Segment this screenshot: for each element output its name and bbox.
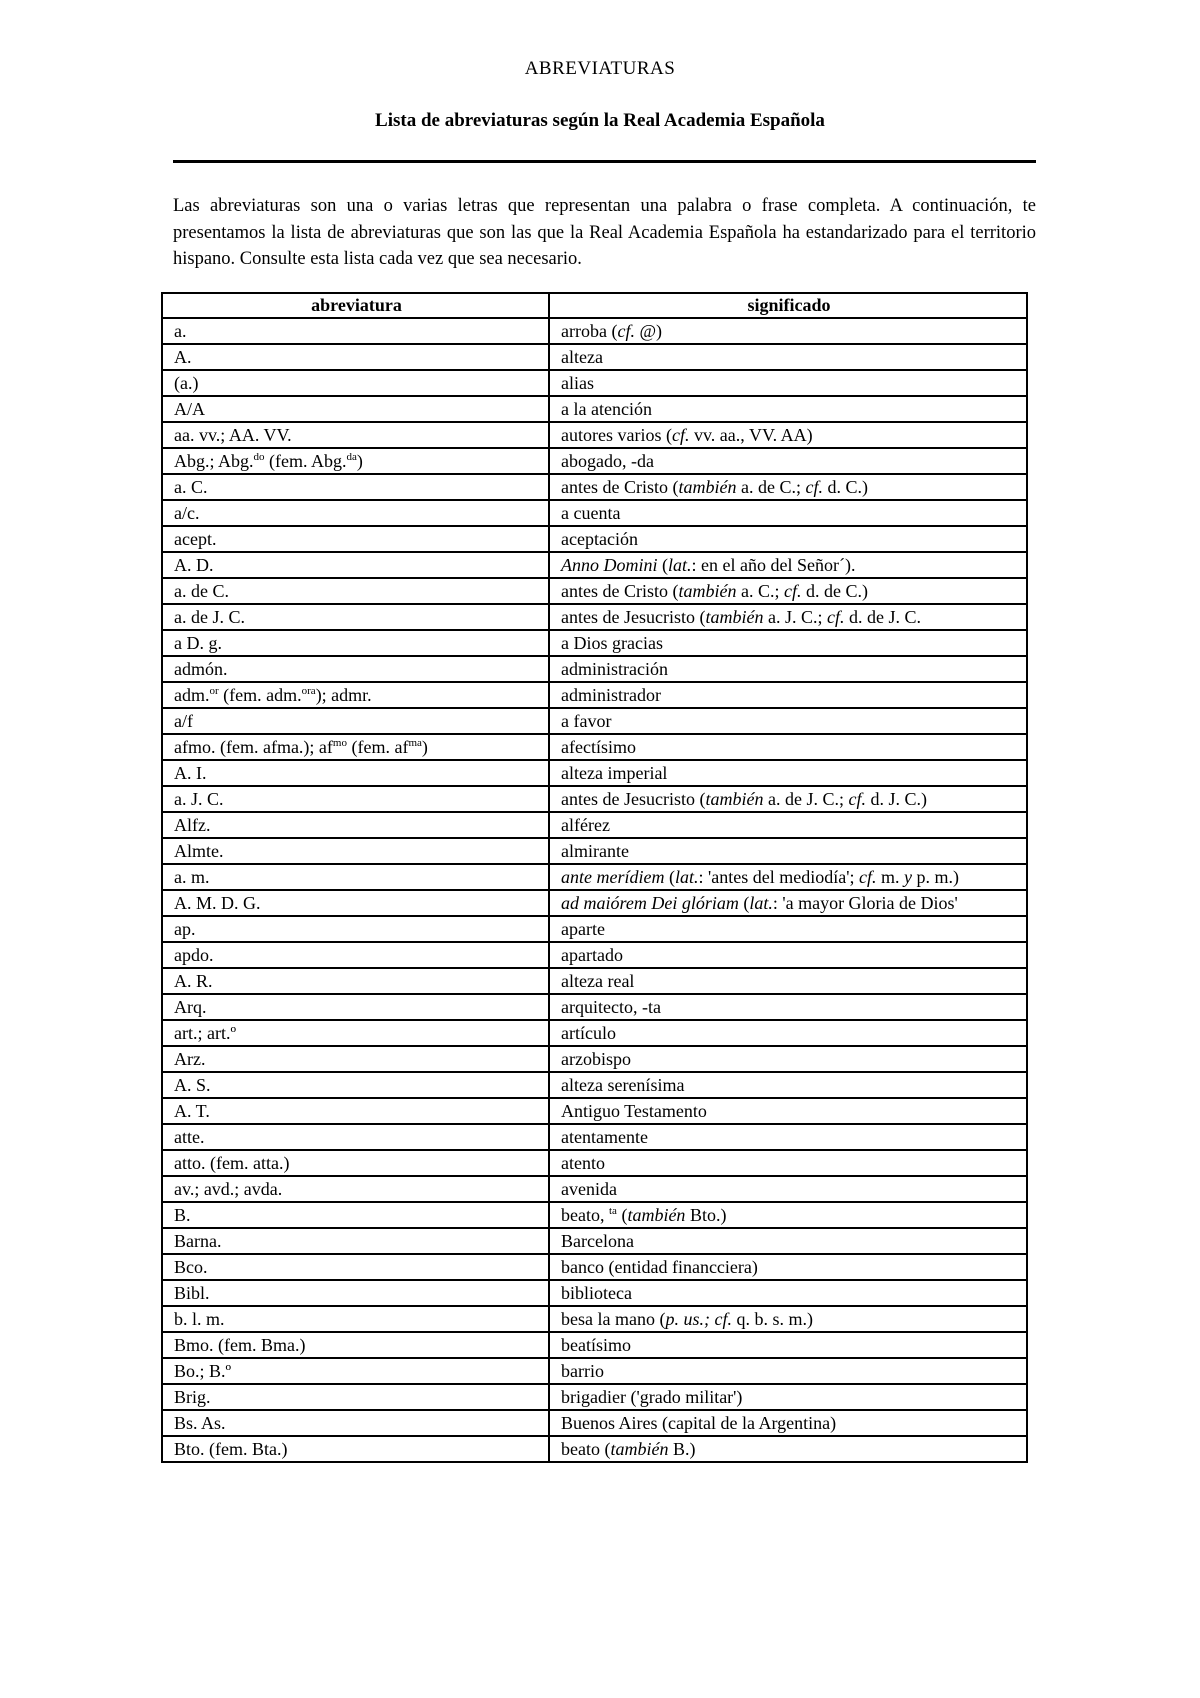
- meaning-cell: [549, 1124, 1027, 1150]
- cell-text: Arq.: [174, 997, 207, 1017]
- abbreviation-cell: [162, 682, 549, 708]
- cell-text: Almte.: [174, 841, 224, 861]
- cell-text: Bto.): [685, 1205, 727, 1225]
- italic-text: también: [678, 477, 737, 497]
- abbreviation-cell: [162, 1306, 549, 1332]
- meaning-cell: [549, 396, 1027, 422]
- meaning-cell: [549, 630, 1027, 656]
- table-row: [162, 1150, 1027, 1176]
- meaning-cell: [549, 1332, 1027, 1358]
- abbreviation-cell: [162, 578, 549, 604]
- cell-text: Bo.; B.º: [174, 1361, 232, 1381]
- meaning-cell: [549, 1254, 1027, 1280]
- italic-text: lat.: [749, 893, 773, 913]
- table-row: [162, 370, 1027, 396]
- abbreviations-table: [161, 292, 1028, 1463]
- cell-text: a. de C.;: [736, 477, 806, 497]
- meaning-cell: [549, 890, 1027, 916]
- meaning-cell: [549, 604, 1027, 630]
- cell-text: antes de Jesucristo (: [561, 789, 706, 809]
- cell-text: a. de J. C.: [174, 607, 245, 627]
- cell-text: ): [356, 451, 363, 471]
- italic-text: también: [705, 789, 764, 809]
- meaning-cell: [549, 1098, 1027, 1124]
- abbreviation-cell: [162, 1384, 549, 1410]
- abbreviation-cell: [162, 656, 549, 682]
- abbreviation-cell: [162, 942, 549, 968]
- meaning-cell: [549, 474, 1027, 500]
- italic-text: cf.: [783, 581, 802, 601]
- cell-text: : en el año del Señor´).: [691, 555, 856, 575]
- table-row: [162, 1436, 1027, 1462]
- cell-text: A. T.: [174, 1101, 210, 1121]
- abbreviation-cell: [162, 708, 549, 734]
- table-row: [162, 318, 1027, 344]
- cell-text: (: [657, 555, 668, 575]
- cell-text: Alfz.: [174, 815, 211, 835]
- cell-text: administrador: [561, 685, 661, 705]
- abbreviation-cell: [162, 1280, 549, 1306]
- abbreviation-cell: [162, 526, 549, 552]
- table-row: [162, 604, 1027, 630]
- cell-text: banco (entidad financciera): [561, 1257, 758, 1277]
- cell-text: antes de Jesucristo (: [561, 607, 706, 627]
- table-row: [162, 1202, 1027, 1228]
- table-row: [162, 708, 1027, 734]
- cell-text: alteza serenísima: [561, 1075, 685, 1095]
- meaning-cell: [549, 1410, 1027, 1436]
- cell-text: (: [616, 1205, 628, 1225]
- superscript-text: mo: [332, 737, 347, 749]
- cell-text: acept.: [174, 529, 217, 549]
- table-row: [162, 396, 1027, 422]
- abbreviation-cell: [162, 344, 549, 370]
- table-row: [162, 1384, 1027, 1410]
- cell-text: atto. (fem. atta.): [174, 1153, 290, 1173]
- cell-text: d. de C.): [801, 581, 868, 601]
- cell-text: a. m.: [174, 867, 210, 887]
- document-subtitle: Lista de abreviaturas según la Real Academia Española: [375, 110, 825, 131]
- table-row: [162, 474, 1027, 500]
- document-title: ABREVIATURAS: [524, 58, 676, 79]
- meaning-cell: [549, 578, 1027, 604]
- table-row: [162, 630, 1027, 656]
- table-row: [162, 734, 1027, 760]
- cell-text: (a.): [174, 373, 199, 393]
- abbreviation-cell: [162, 1332, 549, 1358]
- abbreviation-cell: [162, 1228, 549, 1254]
- cell-text: a.: [174, 321, 187, 341]
- italic-text: también: [678, 581, 737, 601]
- abbreviation-cell: [162, 786, 549, 812]
- meaning-cell: [549, 916, 1027, 942]
- abbreviation-cell: [162, 1176, 549, 1202]
- cell-text: adm.: [174, 685, 210, 705]
- superscript-text: da: [346, 451, 357, 463]
- cell-text: autores varios (: [561, 425, 672, 445]
- table-row: [162, 1332, 1027, 1358]
- italic-text: también: [610, 1439, 669, 1459]
- cell-text: (fem. Abg.: [264, 451, 347, 471]
- cell-text: Antiguo Testamento: [561, 1101, 707, 1121]
- table-row: [162, 916, 1027, 942]
- abbreviation-cell: [162, 760, 549, 786]
- cell-text: a Dios gracias: [561, 633, 663, 653]
- table-row: [162, 344, 1027, 370]
- table-header: [162, 293, 1027, 318]
- cell-text: av.; avd.; avda.: [174, 1179, 283, 1199]
- cell-text: a. de J. C.;: [763, 789, 849, 809]
- italic-text: y: [903, 867, 912, 887]
- abbreviation-cell: [162, 1202, 549, 1228]
- table-row: [162, 1228, 1027, 1254]
- meaning-cell: [549, 1202, 1027, 1228]
- table-body: [162, 318, 1027, 1462]
- title-divider: [173, 160, 1036, 163]
- abbreviation-cell: [162, 734, 549, 760]
- cell-text: alteza real: [561, 971, 635, 991]
- cell-text: Barcelona: [561, 1231, 634, 1251]
- cell-text: A. S.: [174, 1075, 211, 1095]
- italic-text: p. us.; cf.: [665, 1309, 732, 1329]
- cell-text: beato (: [561, 1439, 611, 1459]
- meaning-cell: [549, 734, 1027, 760]
- cell-text: Bmo. (fem. Bma.): [174, 1335, 306, 1355]
- cell-text: a cuenta: [561, 503, 621, 523]
- meaning-cell: [549, 370, 1027, 396]
- cell-text: a/f: [174, 711, 193, 731]
- meaning-cell: [549, 500, 1027, 526]
- abbreviation-cell: [162, 916, 549, 942]
- abbreviation-cell: [162, 890, 549, 916]
- cell-text: aa. vv.; AA. VV.: [174, 425, 292, 445]
- cell-text: atte.: [174, 1127, 205, 1147]
- cell-text: d. C.): [822, 477, 868, 497]
- meaning-cell: [549, 552, 1027, 578]
- meaning-cell: [549, 318, 1027, 344]
- meaning-cell: [549, 708, 1027, 734]
- cell-text: p. m.): [911, 867, 959, 887]
- meaning-cell: [549, 864, 1027, 890]
- table-row: [162, 526, 1027, 552]
- table-row: [162, 1410, 1027, 1436]
- intro-paragraph: Las abreviaturas son una o varias letras que representan una palabra o frase completa. A continuación, te presentamos la lista de abreviaturas que son las que la Real Academia Española ha estandarizado para el territorio hispano. Consulte esta lista cada vez que sea necesario.: [173, 196, 1036, 269]
- abbreviation-cell: [162, 552, 549, 578]
- italic-text: cf.: [805, 477, 823, 497]
- meaning-cell: [549, 1072, 1027, 1098]
- cell-text: beatísimo: [561, 1335, 631, 1355]
- superscript-text: ma: [408, 737, 422, 749]
- table-row: [162, 500, 1027, 526]
- abbreviation-cell: [162, 448, 549, 474]
- cell-text: beato,: [561, 1205, 609, 1225]
- table-row: [162, 890, 1027, 916]
- meaning-cell: [549, 968, 1027, 994]
- meaning-cell: [549, 1228, 1027, 1254]
- meaning-cell: [549, 1150, 1027, 1176]
- cell-text: besa la mano (: [561, 1309, 666, 1329]
- column-header-meaning: significado: [549, 293, 1027, 318]
- cell-text: alteza: [561, 347, 603, 367]
- meaning-cell: [549, 942, 1027, 968]
- cell-text: (fem. af: [346, 737, 409, 757]
- table-row: [162, 448, 1027, 474]
- cell-text: (: [738, 893, 750, 913]
- abbreviation-cell: [162, 812, 549, 838]
- abbreviation-cell: [162, 968, 549, 994]
- cell-text: d. J. C.): [865, 789, 927, 809]
- cell-text: antes de Cristo (: [561, 581, 679, 601]
- abbreviation-cell: [162, 864, 549, 890]
- table-row: [162, 552, 1027, 578]
- cell-text: a la atención: [561, 399, 652, 419]
- italic-text: también: [705, 607, 764, 627]
- table-row: [162, 1176, 1027, 1202]
- meaning-cell: [549, 656, 1027, 682]
- abbreviation-cell: [162, 1410, 549, 1436]
- cell-text: arzobispo: [561, 1049, 631, 1069]
- meaning-cell: [549, 994, 1027, 1020]
- table-row: [162, 1306, 1027, 1332]
- cell-text: q. b. s. m.): [731, 1309, 813, 1329]
- table-header-row: [162, 293, 1027, 318]
- abbreviation-cell: [162, 1254, 549, 1280]
- cell-text: art.; art.º: [174, 1023, 237, 1043]
- cell-text: : 'antes del mediodía';: [698, 867, 859, 887]
- cell-text: Bto. (fem. Bta.): [174, 1439, 288, 1459]
- meaning-cell: [549, 682, 1027, 708]
- cell-text: barrio: [561, 1361, 604, 1381]
- italic-text: ad maiórem Dei glóriam: [561, 893, 739, 913]
- cell-text: ); admr.: [315, 685, 372, 705]
- cell-text: alteza imperial: [561, 763, 668, 783]
- superscript-text: do: [253, 451, 265, 463]
- table-row: [162, 1280, 1027, 1306]
- meaning-cell: [549, 838, 1027, 864]
- table-row: [162, 1358, 1027, 1384]
- cell-text: administración: [561, 659, 668, 679]
- cell-text: apartado: [561, 945, 623, 965]
- cell-text: aceptación: [561, 529, 638, 549]
- cell-text: abogado, -da: [561, 451, 654, 471]
- cell-text: artículo: [561, 1023, 616, 1043]
- cell-text: Brig.: [174, 1387, 211, 1407]
- cell-text: arroba (: [561, 321, 618, 341]
- meaning-cell: [549, 1020, 1027, 1046]
- abbreviation-cell: [162, 1020, 549, 1046]
- meaning-cell: [549, 1280, 1027, 1306]
- table-row: [162, 812, 1027, 838]
- cell-text: a. J. C.;: [763, 607, 827, 627]
- abbreviation-cell: [162, 370, 549, 396]
- cell-text: a. de C.: [174, 581, 229, 601]
- abbreviation-cell: [162, 1072, 549, 1098]
- table-row: [162, 1072, 1027, 1098]
- cell-text: Arz.: [174, 1049, 206, 1069]
- table-row: [162, 786, 1027, 812]
- meaning-cell: [549, 526, 1027, 552]
- table-row: [162, 422, 1027, 448]
- meaning-cell: [549, 344, 1027, 370]
- cell-text: apdo.: [174, 945, 214, 965]
- table-row: [162, 994, 1027, 1020]
- cell-text: a. C.;: [736, 581, 784, 601]
- cell-text: aparte: [561, 919, 605, 939]
- table-row: [162, 1124, 1027, 1150]
- column-header-abbreviation: abreviatura: [162, 293, 549, 318]
- italic-text: ante merídiem: [561, 867, 665, 887]
- cell-text: A. M. D. G.: [174, 893, 261, 913]
- abbreviation-cell: [162, 318, 549, 344]
- meaning-cell: [549, 1176, 1027, 1202]
- cell-text: A. D.: [174, 555, 214, 575]
- meaning-cell: [549, 786, 1027, 812]
- table-row: [162, 760, 1027, 786]
- abbreviation-cell: [162, 604, 549, 630]
- cell-text: A.: [174, 347, 192, 367]
- cell-text: ap.: [174, 919, 196, 939]
- abbreviation-cell: [162, 838, 549, 864]
- italic-text: cf.: [671, 425, 690, 445]
- italic-text: cf.: [858, 867, 877, 887]
- abbreviation-cell: [162, 1124, 549, 1150]
- table-row: [162, 864, 1027, 890]
- meaning-cell: [549, 1046, 1027, 1072]
- cell-text: A/A: [174, 399, 205, 419]
- italic-text: lat.: [674, 867, 699, 887]
- table-row: [162, 656, 1027, 682]
- cell-text: ): [421, 737, 428, 757]
- cell-text: alias: [561, 373, 594, 393]
- superscript-text: ora: [301, 685, 316, 697]
- cell-text: a D. g.: [174, 633, 222, 653]
- cell-text: brigadier ('grado militar'): [561, 1387, 743, 1407]
- meaning-cell: [549, 812, 1027, 838]
- cell-text: B.: [174, 1205, 191, 1225]
- italic-text: cf.: [848, 789, 866, 809]
- cell-text: almirante: [561, 841, 629, 861]
- meaning-cell: [549, 1306, 1027, 1332]
- cell-text: vv. aa., VV. AA): [689, 425, 813, 445]
- cell-text: Bs. As.: [174, 1413, 226, 1433]
- meaning-cell: [549, 760, 1027, 786]
- cell-text: Barna.: [174, 1231, 222, 1251]
- abbreviation-cell: [162, 422, 549, 448]
- cell-text: A. I.: [174, 763, 207, 783]
- table-row: [162, 578, 1027, 604]
- table-row: [162, 1046, 1027, 1072]
- cell-text: Abg.; Abg.: [174, 451, 254, 471]
- cell-text: afmo. (fem. afma.); af: [174, 737, 333, 757]
- cell-text: a. J. C.: [174, 789, 224, 809]
- cell-text: biblioteca: [561, 1283, 632, 1303]
- table-row: [162, 682, 1027, 708]
- cell-text: atentamente: [561, 1127, 648, 1147]
- superscript-text: or: [209, 685, 219, 697]
- italic-text: cf.: [617, 321, 635, 341]
- cell-text: a. C.: [174, 477, 208, 497]
- cell-text: @): [634, 321, 663, 341]
- cell-text: admón.: [174, 659, 228, 679]
- cell-text: A. R.: [174, 971, 213, 991]
- cell-text: m.: [876, 867, 904, 887]
- table-row: [162, 942, 1027, 968]
- abbreviation-cell: [162, 1046, 549, 1072]
- cell-text: : 'a mayor Gloria de Dios': [772, 893, 958, 913]
- meaning-cell: [549, 422, 1027, 448]
- cell-text: d. de J. C.: [844, 607, 921, 627]
- abbreviation-cell: [162, 500, 549, 526]
- meaning-cell: [549, 1384, 1027, 1410]
- meaning-cell: [549, 448, 1027, 474]
- abbreviation-cell: [162, 1098, 549, 1124]
- table-row: [162, 1020, 1027, 1046]
- cell-text: Bco.: [174, 1257, 208, 1277]
- superscript-text: ta: [608, 1205, 617, 1217]
- abbreviation-cell: [162, 1358, 549, 1384]
- cell-text: avenida: [561, 1179, 617, 1199]
- abbreviation-cell: [162, 1150, 549, 1176]
- table-row: [162, 968, 1027, 994]
- meaning-cell: [549, 1436, 1027, 1462]
- cell-text: atento: [561, 1153, 605, 1173]
- italic-text: Anno Domini: [561, 555, 658, 575]
- italic-text: cf.: [826, 607, 845, 627]
- abbreviation-cell: [162, 396, 549, 422]
- abbreviation-cell: [162, 1436, 549, 1462]
- abbreviation-cell: [162, 474, 549, 500]
- cell-text: antes de Cristo (: [561, 477, 679, 497]
- cell-text: B.): [668, 1439, 696, 1459]
- italic-text: lat.: [668, 555, 692, 575]
- italic-text: también: [627, 1205, 686, 1225]
- cell-text: a/c.: [174, 503, 200, 523]
- cell-text: a favor: [561, 711, 612, 731]
- table-row: [162, 1254, 1027, 1280]
- cell-text: alférez: [561, 815, 610, 835]
- table-row: [162, 1098, 1027, 1124]
- cell-text: b. l. m.: [174, 1309, 225, 1329]
- cell-text: (fem. adm.: [218, 685, 302, 705]
- cell-text: Bibl.: [174, 1283, 210, 1303]
- meaning-cell: [549, 1358, 1027, 1384]
- abbreviation-cell: [162, 630, 549, 656]
- abbreviation-cell: [162, 994, 549, 1020]
- table-row: [162, 838, 1027, 864]
- cell-text: (: [664, 867, 675, 887]
- cell-text: Buenos Aires (capital de la Argentina): [561, 1413, 837, 1433]
- cell-text: arquitecto, -ta: [561, 997, 661, 1017]
- cell-text: afectísimo: [561, 737, 636, 757]
